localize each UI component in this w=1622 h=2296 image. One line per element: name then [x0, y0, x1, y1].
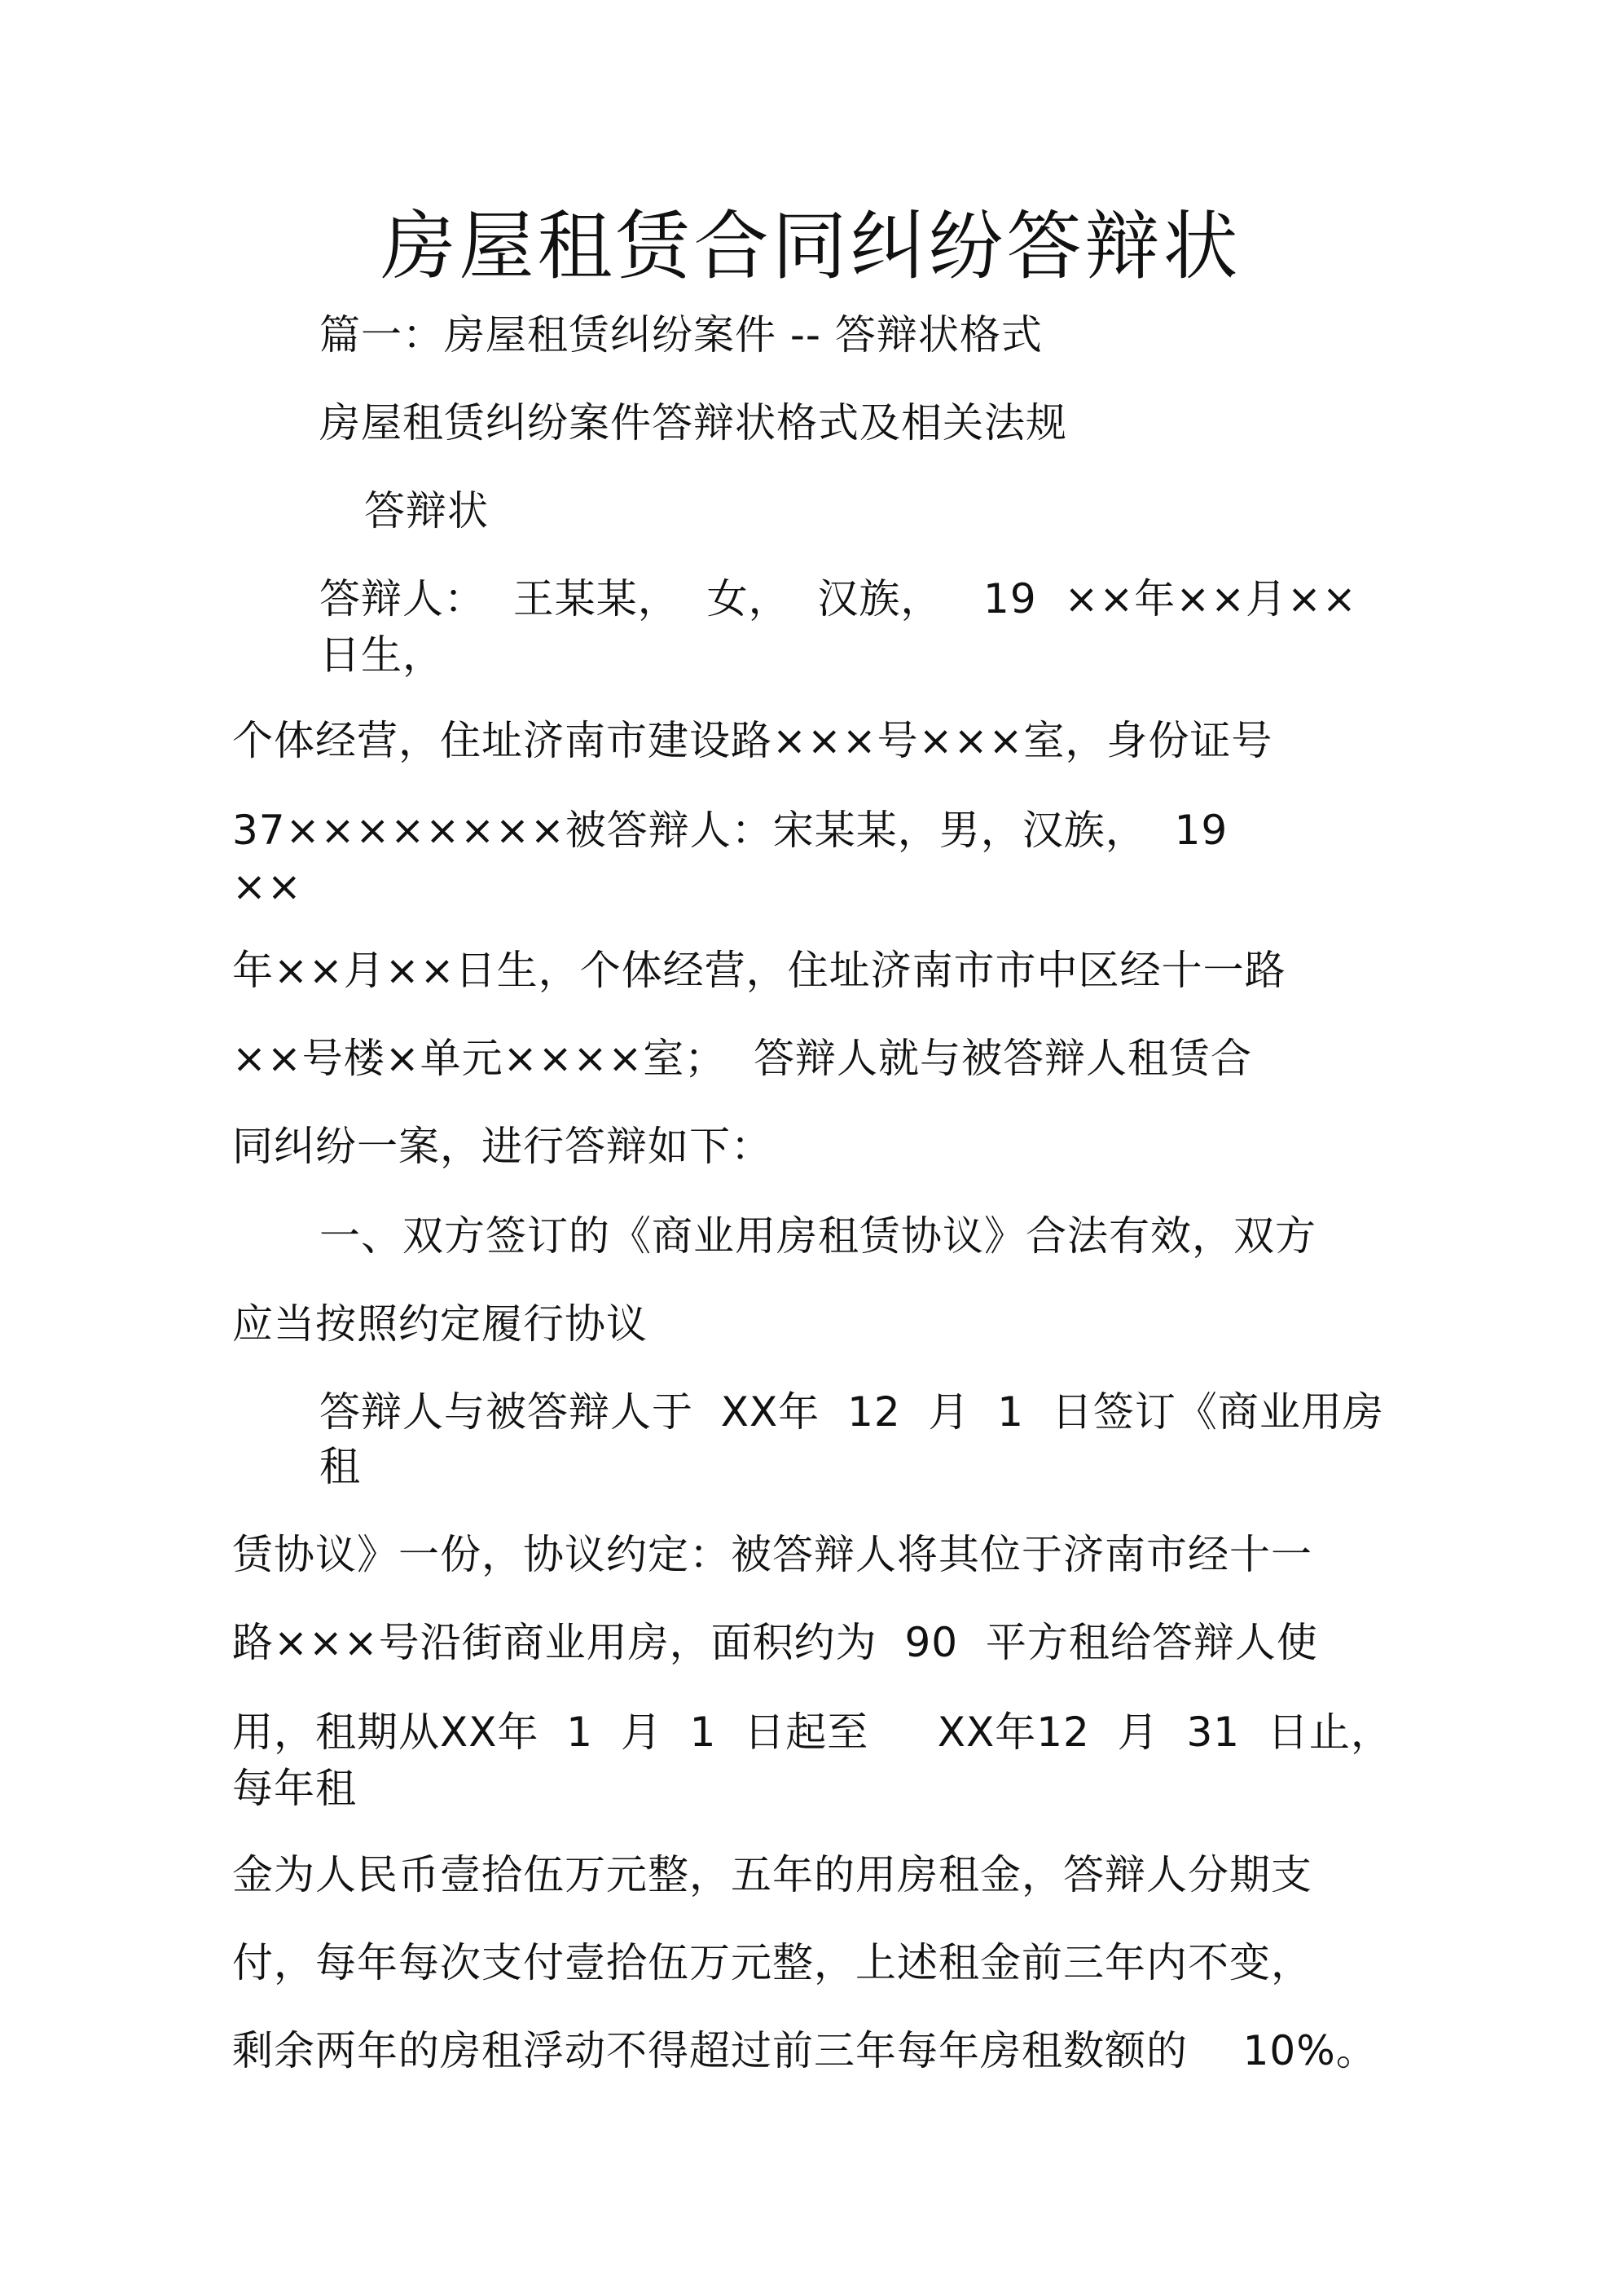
paragraph-line: 用，租期从XX年 1 月 1 日起至 XX年12 月 31 日止，	[232, 1709, 1392, 1756]
paragraph-line: 租	[319, 1443, 361, 1490]
paragraph-line: 路×××号沿街商业用房，面积约为 90 平方租给答辩人使	[232, 1619, 1318, 1666]
subtitle-line: 房屋租赁纠纷案件答辩状格式及相关法规	[319, 399, 1067, 446]
section-heading: 答辩状	[364, 487, 489, 534]
paragraph-line: 剩余两年的房租浮动不得超过前三年每年房租数额的 10%。	[232, 2027, 1378, 2074]
paragraph-line: 每年租	[232, 1765, 357, 1812]
paragraph-line: 赁协议》一份，协议约定：被答辩人将其位于济南市经十一	[232, 1531, 1312, 1578]
paragraph-line: 一、双方签订的《商业用房租赁协议》合法有效，双方	[319, 1212, 1317, 1260]
paragraph-line: 答辩人： 王某某， 女， 汉族， 19 ××年××月××	[319, 575, 1357, 622]
paragraph-line: 付，每年每次支付壹拾伍万元整，上述租金前三年内不变，	[232, 1939, 1312, 1986]
subtitle-line: 篇一：房屋租赁纠纷案件 -- 答辩状格式	[319, 311, 1043, 358]
paragraph-line: ××号楼×单元××××室； 答辩人就与被答辩人租赁合	[232, 1035, 1253, 1082]
paragraph-line: ××	[232, 863, 302, 910]
paragraph-line: 应当按照约定履行协议	[232, 1300, 648, 1348]
paragraph-line: 答辩人与被答辩人于 XX年 12 月 1 日签订《商业用房	[319, 1388, 1384, 1436]
paragraph-line: 同纠纷一案，进行答辩如下：	[232, 1123, 772, 1170]
document-title: 房屋租赁合同纠纷答辩状	[380, 203, 1242, 290]
paragraph-line: 个体经营，住址济南市建设路×××号×××室，身份证号	[232, 717, 1273, 764]
paragraph-line: 年××月××日生，个体经营，住址济南市市中区经十一路	[232, 947, 1286, 994]
paragraph-line: 日生，	[319, 631, 444, 679]
paragraph-line: 37××××××××被答辩人：宋某某，男，汉族， 19	[232, 807, 1229, 854]
paragraph-line: 金为人民币壹拾伍万元整，五年的用房租金，答辩人分期支	[232, 1851, 1312, 1898]
